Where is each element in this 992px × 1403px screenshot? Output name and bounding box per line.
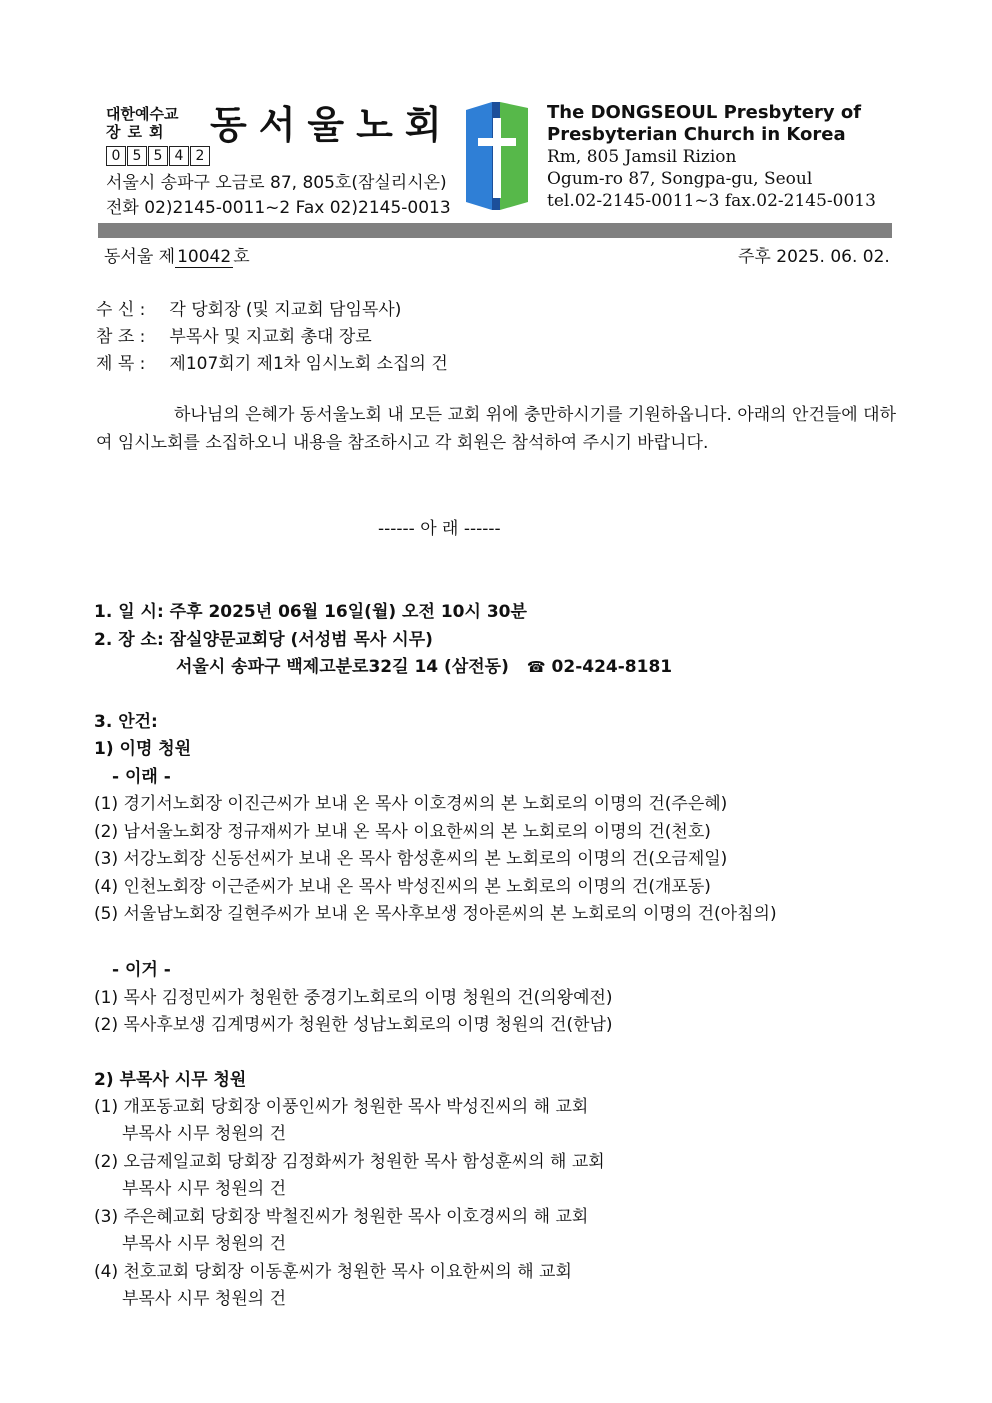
- greeting-paragraph: [96, 401, 896, 457]
- presbytery-name: 동서울노회: [210, 103, 454, 147]
- denomination-line-1: 대한예수교: [106, 105, 179, 123]
- list-item: (3) 주은혜교회 당회장 박철진씨가 청원한 목사 이호경씨의 해 교회: [94, 1207, 589, 1227]
- list-item-continuation: 부목사 시무 청원의 건: [122, 1124, 287, 1144]
- zip-digit: 2: [190, 146, 210, 166]
- agenda-heading: 3. 안건:: [94, 712, 158, 732]
- meeting-phone: 02-424-8181: [551, 657, 673, 677]
- document-number-prefix: 동서울 제: [104, 247, 176, 267]
- english-title-line-1: The DONGSEOUL Presbytery of: [547, 102, 862, 123]
- subject-line: [96, 349, 448, 374]
- agenda-section-transfer: 1) 이명 청원: [94, 739, 192, 759]
- zip-digit: 5: [127, 146, 147, 166]
- telephone-icon: ☎: [526, 658, 546, 676]
- list-item: (2) 목사후보생 김계명씨가 청원한 성남노회로의 이명 청원의 건(한남): [94, 1015, 613, 1035]
- english-phone: tel.02-2145-0011~3 fax.02-2145-0013: [547, 191, 876, 211]
- list-item: (2) 오금제일교회 당회장 김정화씨가 청원한 목사 함성훈씨의 해 교회: [94, 1152, 605, 1172]
- zip-digit: 5: [148, 146, 168, 166]
- meeting-time: 1. 일 시: 주후 2025년 06월 16일(월) 오전 10시 30분: [94, 602, 527, 622]
- list-item: (1) 경기서노회장 이진근씨가 보내 온 목사 이호경씨의 본 노회로의 이명의 건(주은혜): [94, 794, 728, 814]
- recipient-value: 각 당회장 (및 지교회 담임목사): [169, 300, 402, 320]
- document-number: [104, 242, 250, 268]
- list-item: (3) 서강노회장 신동선씨가 보내 온 목사 함성훈씨의 본 노회로의 이명의 건(오금제일): [94, 849, 728, 869]
- greeting-text: 하나님의 은혜가 동서울노회 내 모든 교회 위에 충만하시기를 기원하옵니다. 아래의 안건들에 대하여 임시노회를 소집하오니 내용을 참조하시고 각 회원은 참석하여 주시기 바랍니다.: [96, 405, 896, 453]
- agenda-section-associate: 2) 부목사 시무 청원: [94, 1070, 247, 1090]
- reference-value: 부목사 및 지교회 총대 장로: [169, 327, 372, 347]
- incoming-subheading: - 이래 -: [112, 767, 171, 787]
- subject-label: 제 목 :: [96, 354, 146, 374]
- list-item: (1) 목사 김정민씨가 청원한 중경기노회로의 이명 청원의 건(의왕예전): [94, 988, 613, 1008]
- outgoing-subheading: - 이거 -: [112, 960, 171, 980]
- list-item: (5) 서울남노회장 길현주씨가 보내 온 목사후보생 정아론씨의 본 노회로의 이명의 건(아침의): [94, 904, 777, 924]
- meeting-place: 2. 장 소: 잠실양문교회당 (서성범 목사 시무): [94, 630, 433, 650]
- recipient-label: 수 신 :: [96, 300, 146, 320]
- reference-line: [96, 322, 372, 347]
- english-address-line-1: Rm, 805 Jamsil Rizion: [547, 147, 737, 167]
- meeting-address: 서울시 송파구 백제고분로32길 14 (삼전동): [176, 657, 509, 677]
- list-item: (1) 개포동교회 당회장 이풍인씨가 청원한 목사 박성진씨의 해 교회: [94, 1097, 589, 1117]
- document-number-suffix: 호: [233, 247, 250, 267]
- english-address-line-2: Ogum-ro 87, Songpa-gu, Seoul: [547, 169, 813, 189]
- section-divider-ahrae: ------ 아 래 ------: [378, 519, 501, 539]
- denomination-line-2: 장로회: [106, 123, 171, 141]
- recipient-line: [96, 295, 401, 320]
- list-item-continuation: 부목사 시무 청원의 건: [122, 1234, 287, 1254]
- list-item: (4) 인천노회장 이근준씨가 보내 온 목사 박성진씨의 본 노회로의 이명의 건(개포동): [94, 877, 711, 897]
- english-title-line-2: Presbyterian Church in Korea: [547, 124, 846, 145]
- header-divider: [98, 223, 892, 238]
- meeting-address-line: [176, 652, 672, 677]
- zip-digit: 4: [169, 146, 189, 166]
- document-date: 주후 2025. 06. 02.: [738, 247, 890, 267]
- subject-value: 제107회기 제1차 임시노회 소집의 건: [169, 354, 448, 374]
- list-item-continuation: 부목사 시무 청원의 건: [122, 1179, 287, 1199]
- zip-digit: 0: [106, 146, 126, 166]
- reference-label: 참 조 :: [96, 327, 146, 347]
- zip-code: [106, 146, 210, 166]
- list-item-continuation: 부목사 시무 청원의 건: [122, 1289, 287, 1309]
- list-item: (2) 남서울노회장 정규재씨가 보내 온 목사 이요한씨의 본 노회로의 이명의 건(천호): [94, 822, 711, 842]
- phone-korean: 전화 02)2145-0011~2 Fax 02)2145-0013: [106, 198, 451, 218]
- cross-logo-icon: [466, 102, 528, 210]
- address-korean: 서울시 송파구 오금로 87, 805호(잠실리시온): [106, 173, 447, 193]
- document-number-value: 10042: [177, 247, 232, 267]
- list-item: (4) 천호교회 당회장 이동훈씨가 청원한 목사 이요한씨의 해 교회: [94, 1262, 572, 1282]
